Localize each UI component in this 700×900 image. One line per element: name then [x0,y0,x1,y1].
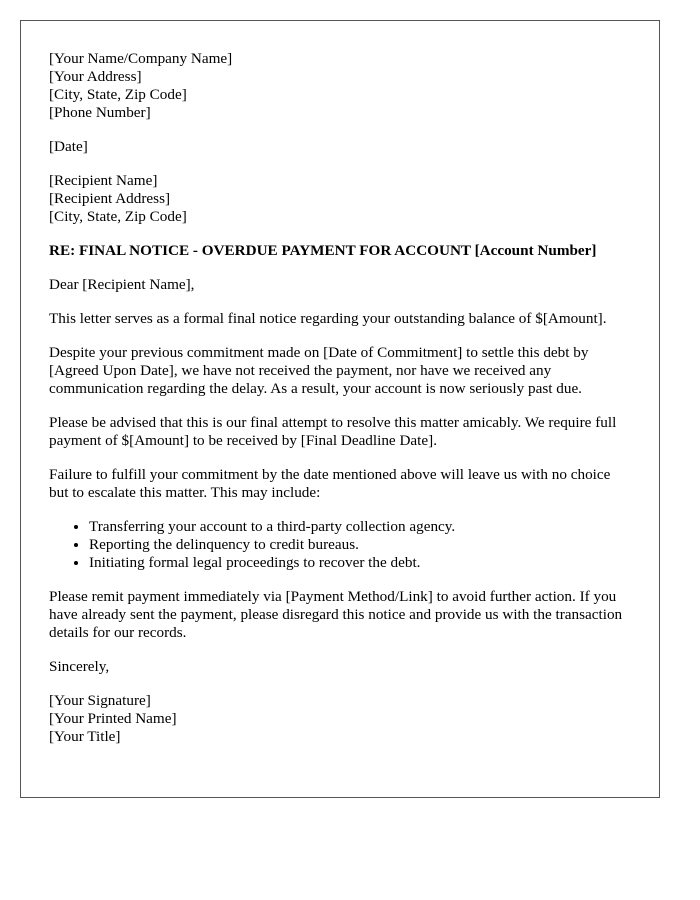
closing-paragraph: Please remit payment immediately via [Payment Method/Link] to avoid further action. If you have already sent the payment, please disregard this notice and provide us with the transaction details for our records. [49,588,623,641]
date-block [49,138,631,156]
list-item: • Transferring your account to a third-party collection agency. [89,518,631,536]
sender-address: [Your Address] [49,68,142,85]
body-paragraph: This letter serves as a formal final notice regarding your outstanding balance of $[Amount]. [49,310,607,327]
signature-placeholder: [Your Signature] [49,692,151,709]
body-paragraph: Despite your previous commitment made on [Date of Commitment] to settle this debt by [Agreed Upon Date], we have not received the payment, nor have we received any communication regarding the delay. As a result, your account is now seriously past due. [49,344,589,397]
printed-name: [Your Printed Name] [49,710,177,727]
sender-address-block [49,50,631,122]
recipient-address-block [49,172,631,226]
signature-block [49,692,631,746]
consequences-list [49,518,631,572]
subject-line: RE: FINAL NOTICE - OVERDUE PAYMENT FOR ACCOUNT [Account Number] [49,242,597,259]
letter-date: [Date] [49,138,88,155]
recipient-address: [Recipient Address] [49,190,171,207]
valediction: Sincerely, [49,658,110,675]
sender-city-state-zip: [City, State, Zip Code] [49,86,187,103]
list-item: • Initiating formal legal proceedings to recover the debt. [89,554,631,572]
letter-document [20,20,660,798]
sender-name: [Your Name/Company Name] [49,50,233,67]
list-item: • Reporting the delinquency to credit bureaus. [89,536,631,554]
body-paragraph: Please be advised that this is our final attempt to resolve this matter amicably. We require full payment of $[Amount] to be received by [Final Deadline Date]. [49,414,617,449]
recipient-city-state-zip: [City, State, Zip Code] [49,208,187,225]
salutation: Dear [Recipient Name], [49,276,195,293]
signer-title: [Your Title] [49,728,121,745]
recipient-name: [Recipient Name] [49,172,158,189]
body-paragraph: Failure to fulfill your commitment by the date mentioned above will leave us with no choice but to escalate this matter. This may include: [49,466,611,501]
sender-phone: [Phone Number] [49,104,151,121]
